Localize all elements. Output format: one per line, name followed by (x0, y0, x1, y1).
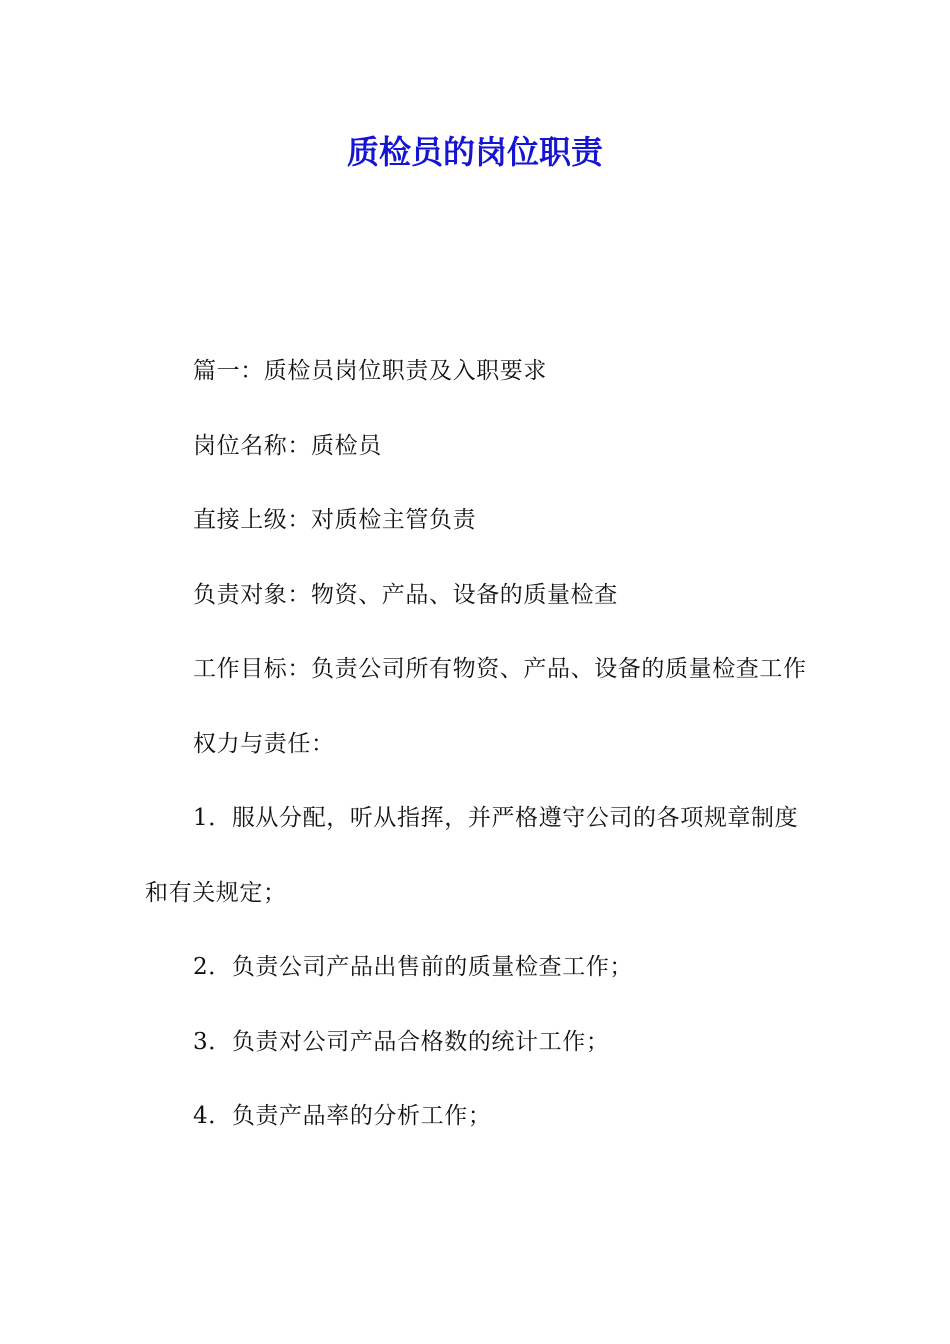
paragraph-responsible-objects: 负责对象：物资、产品、设备的质量检查 (193, 581, 618, 608)
paragraph-duty-3: 3．负责对公司产品合格数的统计工作； (193, 1028, 610, 1055)
document-title: 质检员的岗位职责 (346, 133, 603, 171)
paragraph-rights-heading: 权力与责任： (193, 730, 335, 757)
paragraph-position-name: 岗位名称：质检员 (193, 432, 382, 459)
paragraph-section-heading: 篇一：质检员岗位职责及入职要求 (193, 358, 547, 384)
paragraph-direct-superior: 直接上级：对质检主管负责 (193, 507, 477, 533)
paragraph-duty-2: 2．负责公司产品出售前的质量检查工作； (193, 954, 634, 980)
paragraph-work-goal: 工作目标：负责公司所有物资、产品、设备的质量检查工作 (193, 656, 807, 682)
document-body (145, 334, 810, 1154)
paragraph-duty-1: 1．服从分配，听从指挥，并严格遵守公司的各项规章制度和有关规定； (145, 805, 799, 906)
paragraph-duty-4: 4．负责产品率的分析工作； (193, 1103, 492, 1129)
